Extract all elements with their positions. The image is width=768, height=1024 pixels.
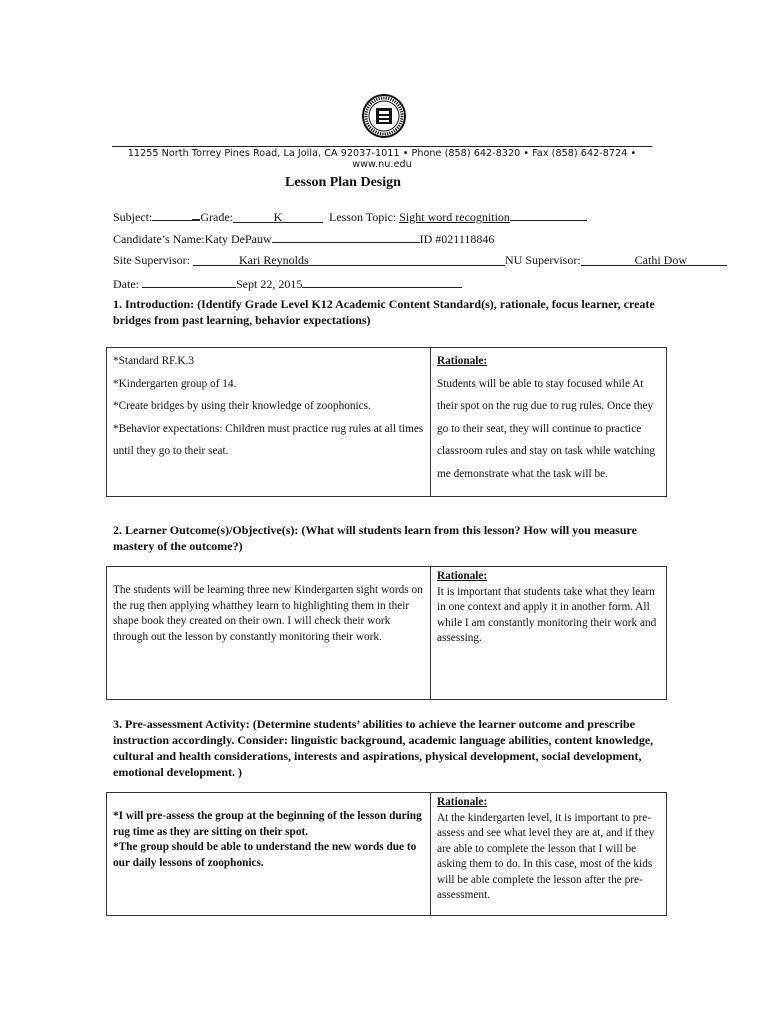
section-1-rationale-cell bbox=[431, 348, 667, 497]
section-2-heading: 2. Learner Outcome(s)/Objective(s): (What will students learn from this lesson? How will you measure mastery of the outcome?) bbox=[113, 523, 637, 553]
section-1-item: *Behavior expectations: Children must practice rug rules at all times until they go to their seat. bbox=[113, 422, 424, 457]
topic-value: Sight word recognition bbox=[399, 210, 510, 224]
section-2-rationale-label: Rationale: bbox=[437, 570, 488, 582]
section-2-text: The students will be learning three new Kindergarten sight words on the rug then applying whatthey learn to highlighting them in their shape book they created on their own. I will check their work through out the lesson by constantly monitoring their work. bbox=[113, 584, 423, 643]
section-1-table bbox=[106, 347, 667, 497]
date-blank-tail bbox=[302, 275, 462, 288]
nu-supervisor-label: NU Supervisor: bbox=[505, 253, 581, 267]
section-3-table bbox=[106, 792, 667, 916]
section-2-rationale-text: It is important that students take what they learn in one context and apply it in another form. All while I am constantly monitoring their work and assessing. bbox=[437, 585, 657, 644]
candidate-label: Candidate’s Name: bbox=[113, 232, 205, 246]
subject-label: Subject: bbox=[113, 210, 153, 224]
candidate-row bbox=[113, 230, 494, 247]
section-2-table bbox=[106, 566, 667, 700]
section-1-item: *Standard RF.K.3 bbox=[113, 355, 194, 367]
section-3-item: *I will pre-assess the group at the beginning of the lesson during rug time as they are sitting on their spot. bbox=[113, 810, 422, 838]
supervisor-row bbox=[113, 253, 727, 268]
id-label: ID #021118846 bbox=[419, 232, 495, 246]
date-row bbox=[113, 275, 462, 292]
topic-label: Lesson Topic: bbox=[328, 210, 397, 224]
subject-blank bbox=[152, 208, 192, 221]
nu-supervisor-text: Cathi Dow bbox=[634, 253, 688, 267]
date-blank bbox=[142, 275, 236, 288]
section-3-item: *The group should be able to understand the new words due to our daily lessons of zoophonics. bbox=[113, 841, 417, 869]
address-line: 11255 North Torrey Pines Road, La Jolla, CA 92037-1011 • Phone (858) 642-8320 • Fax (858) 642-8724 • www.nu.edu bbox=[112, 146, 652, 170]
section-3-rationale-label: Rationale: bbox=[437, 796, 488, 808]
site-supervisor-value bbox=[193, 253, 505, 266]
site-supervisor-text: Kari Reynolds bbox=[239, 253, 309, 267]
section-1-item: *Create bridges by using their knowledge of zoophonics. bbox=[113, 400, 371, 412]
section-1-left-cell bbox=[107, 348, 431, 497]
date-value: Sept 22, 2015 bbox=[236, 277, 303, 291]
grade-label: Grade: bbox=[200, 210, 233, 224]
section-3-rationale-text: At the kindergarten level, it is important to pre-assess and see what level they are at, and if they are able to complete the lesson that I will be asking them to do. In this case, most of the kids will be able complete the lesson after the pre-assessment. bbox=[437, 811, 655, 901]
candidate-value: Katy DePauw bbox=[204, 232, 272, 246]
section-3-rationale-cell bbox=[431, 793, 667, 916]
section-1-rationale-text: Students will be able to stay focused while At their spot on the rug due to rug rules. Once they go to their seat, they will continue to practice classroom rules and stay on task while watching me demonstrate what the task will be. bbox=[437, 377, 656, 480]
subject-row bbox=[113, 207, 587, 225]
section-2-left-cell bbox=[107, 567, 431, 700]
candidate-blank bbox=[272, 230, 420, 243]
university-seal-logo bbox=[362, 94, 406, 138]
section-3-heading: 3. Pre-assessment Activity: (Determine students’ abilities to achieve the learner outcome and prescribe instruction accordingly. Consider: linguistic background, academic language abilities, content knowledge, cultural and health considerations, interests and aspirations, physical development, social development, emotional development. ) bbox=[113, 717, 654, 779]
section-2-rationale-cell bbox=[431, 567, 667, 700]
grade-value-text: K bbox=[273, 210, 283, 224]
grade-value bbox=[233, 210, 323, 223]
section-3-left-cell bbox=[107, 793, 431, 916]
nu-supervisor-value bbox=[581, 253, 727, 266]
page-title: Lesson Plan Design bbox=[285, 175, 401, 190]
section-1-rationale-label: Rationale: bbox=[437, 355, 488, 367]
date-label: Date: bbox=[113, 277, 139, 291]
section-1-heading: 1. Introduction: (Identify Grade Level K12 Academic Content Standard(s), rationale, focus learner, create bridges from past learning, behavior expectations) bbox=[113, 297, 655, 327]
section-1-item: *Kindergarten group of 14. bbox=[113, 377, 237, 390]
topic-blank bbox=[510, 208, 587, 221]
site-supervisor-label: Site Supervisor: bbox=[113, 253, 190, 267]
